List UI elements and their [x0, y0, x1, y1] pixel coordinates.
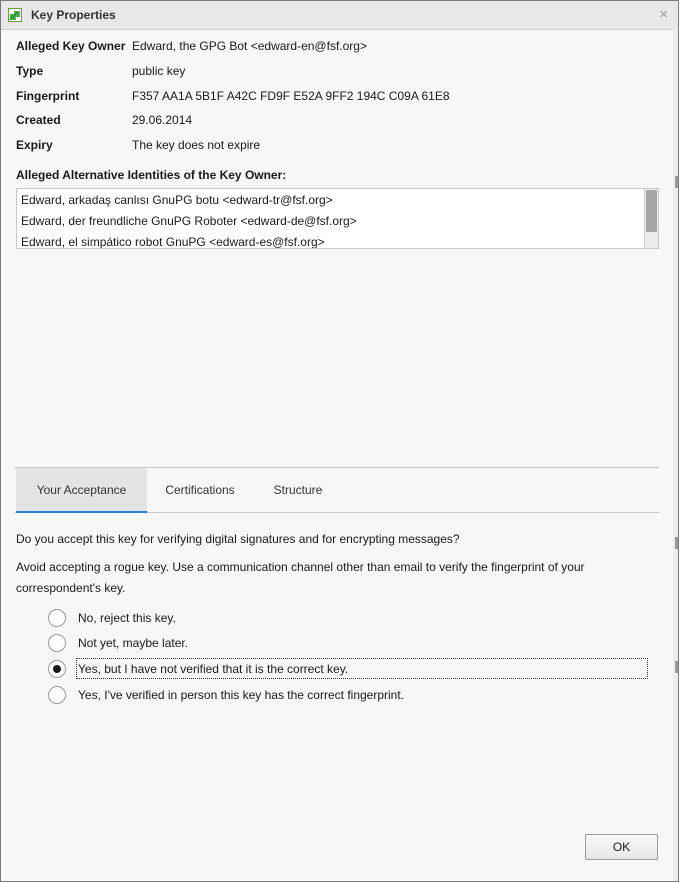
owner-label: Alleged Key Owner [16, 39, 126, 53]
right-edge-strip [673, 29, 678, 881]
radio-button[interactable] [48, 634, 66, 652]
tab-structure[interactable]: Structure [273, 483, 323, 497]
close-icon[interactable]: × [659, 6, 668, 23]
radio-button-selected[interactable] [48, 660, 66, 678]
owner-value: Edward, the GPG Bot <edward-en@fsf.org> [132, 39, 367, 53]
alt-identities-list[interactable] [16, 188, 659, 249]
list-scrollbar[interactable] [644, 189, 658, 248]
edge-mark [675, 661, 678, 673]
alt-identities-label: Alleged Alternative Identities of the Key Owner: [16, 168, 287, 182]
expiry-value: The key does not expire [132, 138, 261, 152]
radio-button[interactable] [48, 686, 66, 704]
radio-button[interactable] [48, 609, 66, 627]
window-title: Key Properties [31, 8, 116, 22]
acceptance-question: Do you accept this key for verifying digital signatures and for encrypting messages? [16, 532, 460, 546]
ok-button[interactable]: OK [585, 834, 658, 860]
radio-label: Not yet, maybe later. [78, 636, 189, 650]
list-item[interactable]: Edward, der freundliche GnuPG Roboter <edward-de@fsf.org> [21, 214, 357, 228]
list-item[interactable]: Edward, el simpático robot GnuPG <edward-es@fsf.org> [21, 235, 325, 249]
fingerprint-label: Fingerprint [16, 89, 80, 103]
fingerprint-value: F357 AA1A 5B1F A42C FD9F E52A 9FF2 194C C09A 61E8 [132, 89, 450, 103]
type-value: public key [132, 64, 186, 78]
radio-label: No, reject this key. [78, 611, 176, 625]
edge-mark [675, 176, 678, 188]
tab-your-acceptance[interactable]: Your Acceptance [16, 468, 147, 512]
title-bar[interactable] [1, 1, 678, 30]
created-value: 29.06.2014 [132, 113, 193, 127]
active-tab-indicator [16, 511, 147, 513]
type-label: Type [16, 64, 44, 78]
list-item[interactable]: Edward, arkadaş canlısı GnuPG botu <edward-tr@fsf.org> [21, 193, 333, 207]
acceptance-advice-line1: Avoid accepting a rogue key. Use a communication channel other than email to verify the fingerprint of your [16, 560, 585, 574]
edge-mark [675, 537, 678, 549]
acceptance-advice-line2: correspondent's key. [16, 581, 126, 595]
tab-certifications[interactable]: Certifications [165, 483, 235, 497]
gpg-key-app-icon [8, 8, 22, 22]
radio-label: Yes, but I have not verified that it is the correct key. [78, 662, 349, 676]
radio-label: Yes, I've verified in person this key has the correct fingerprint. [78, 688, 405, 702]
scrollbar-thumb[interactable] [646, 190, 657, 232]
created-label: Created [16, 113, 61, 127]
expiry-label: Expiry [16, 138, 53, 152]
